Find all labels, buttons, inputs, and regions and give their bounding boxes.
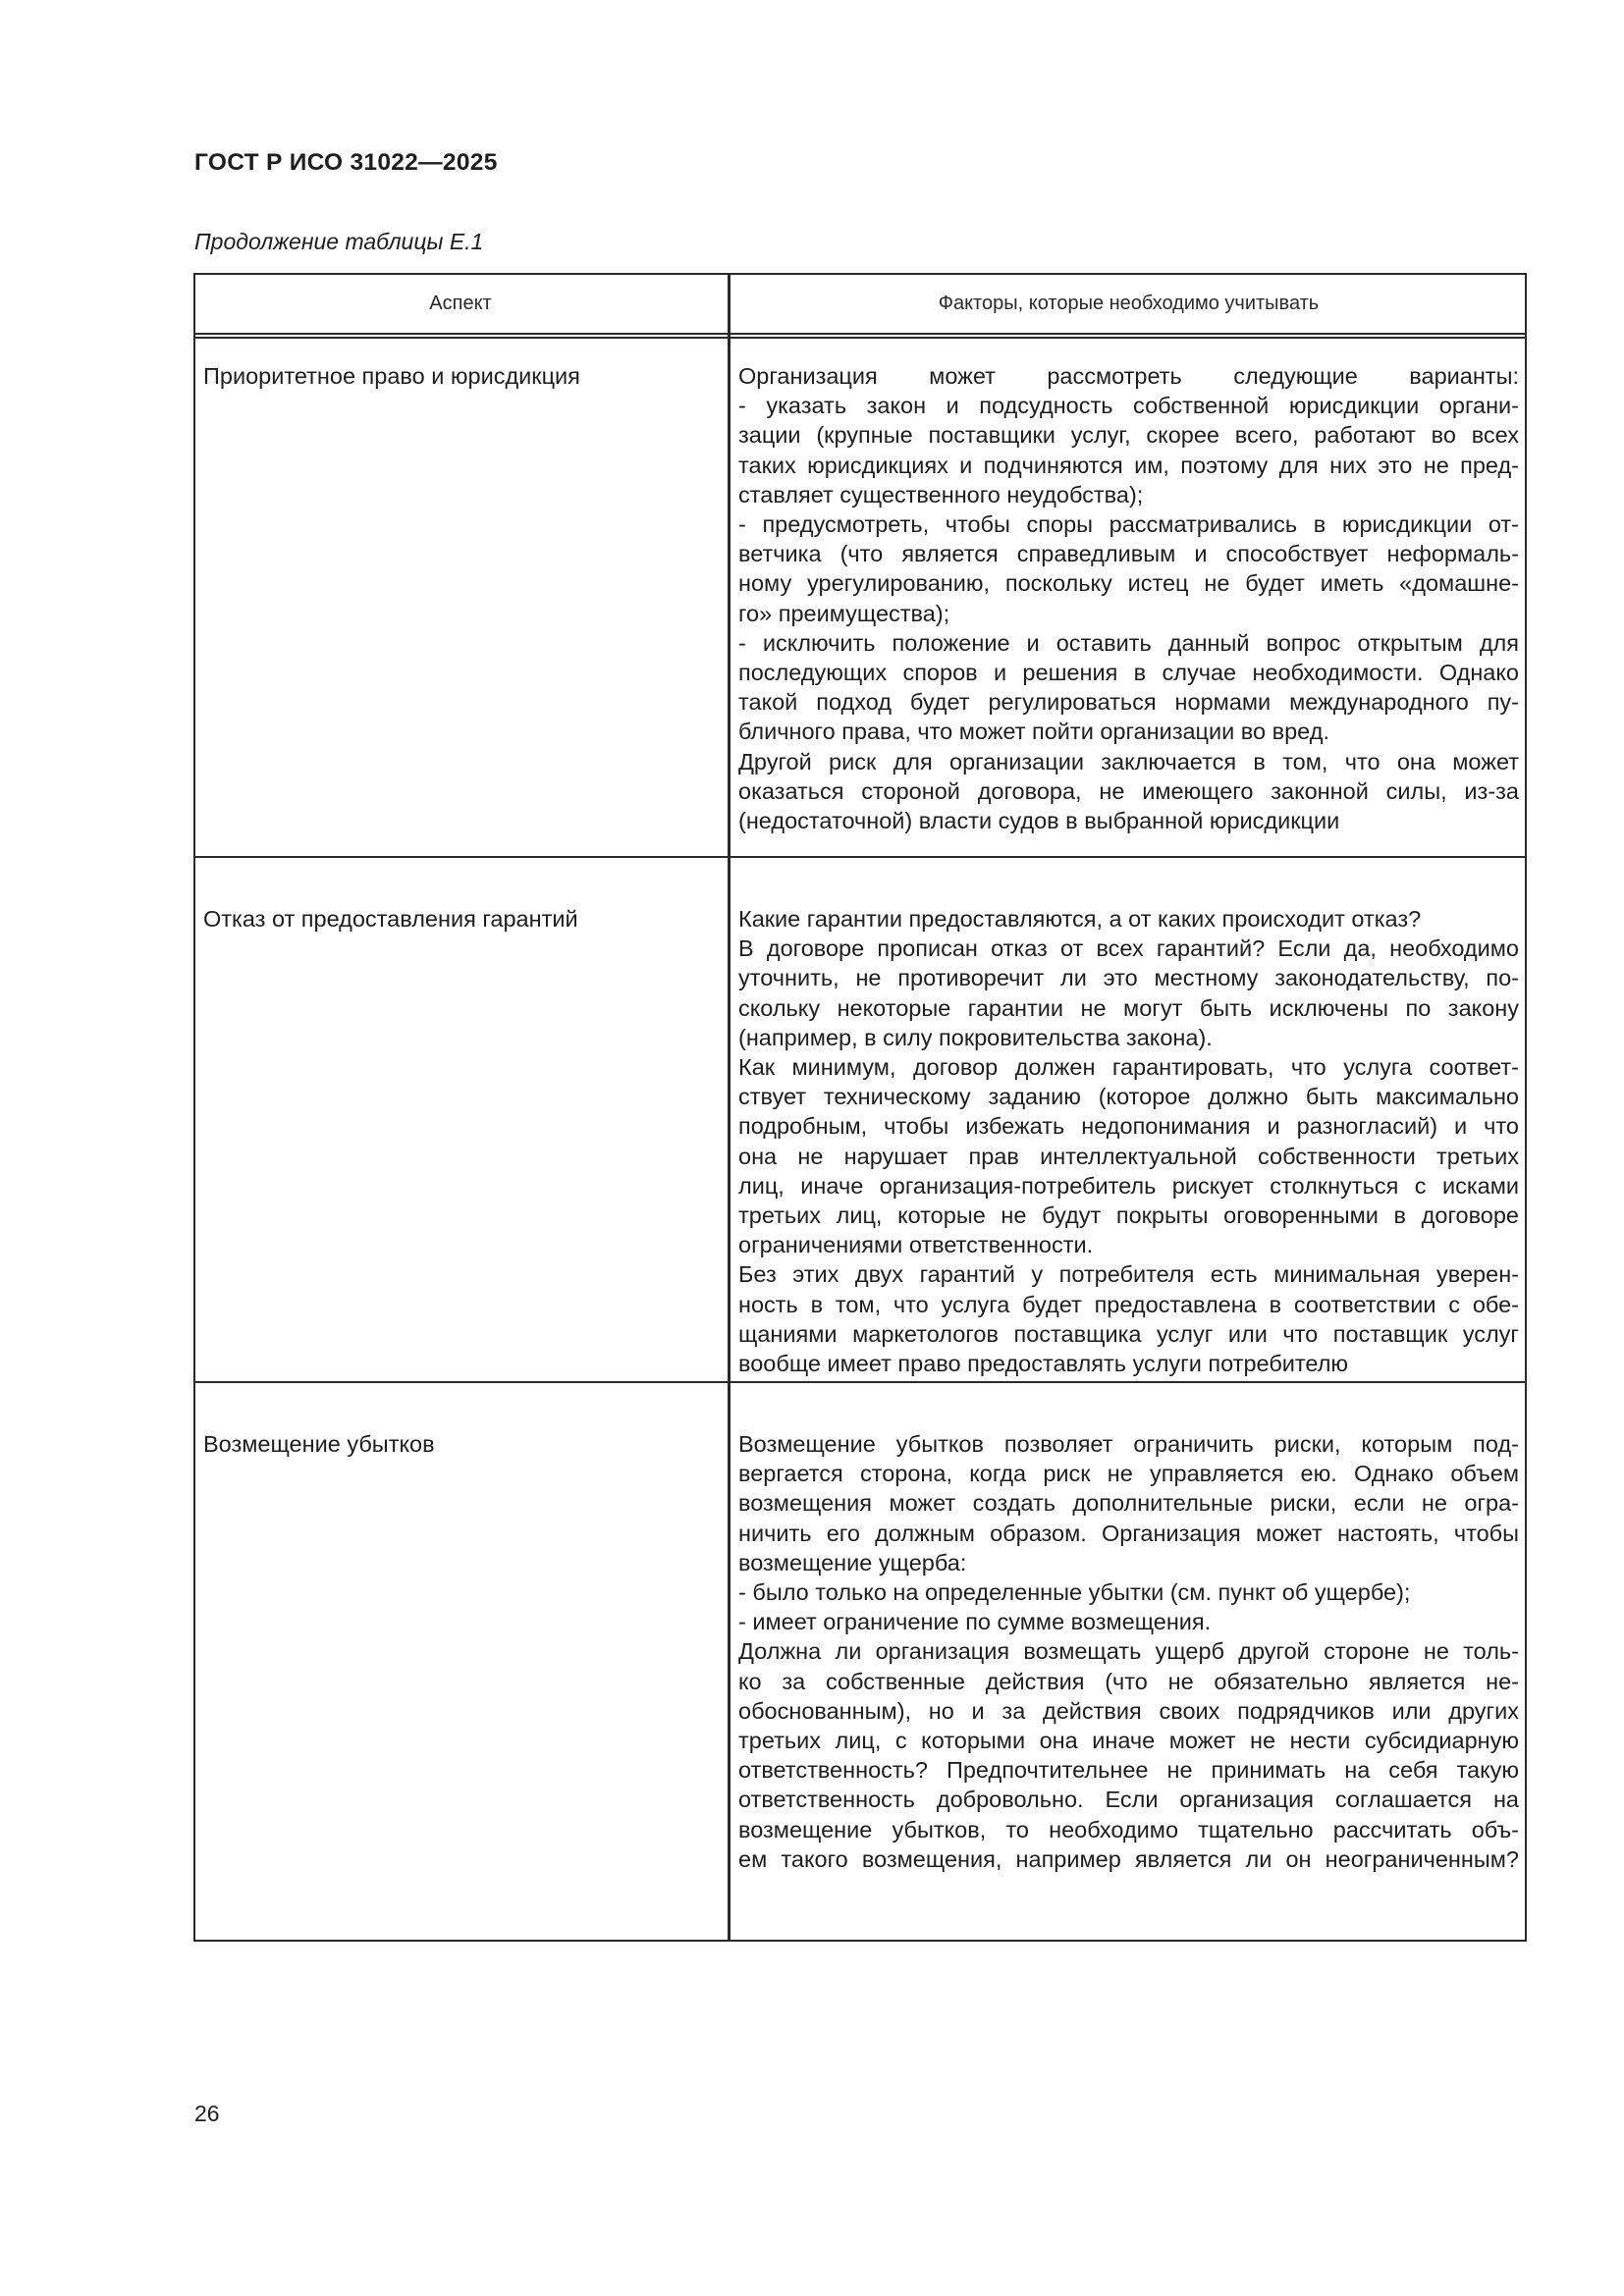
spec-table [193, 273, 1527, 1942]
text-line: такой подход будет регулироваться нормами международного пу- [738, 689, 1519, 716]
row-divider [193, 1381, 1527, 1383]
text-line: го» преимущества); [738, 600, 950, 626]
column-divider [728, 273, 731, 1942]
text-line: скольку некоторые гарантии не могут быть исключены по закону [738, 994, 1519, 1021]
text-line: третьих лиц, которые не будут покрыты оговоренными в договоре [738, 1202, 1519, 1229]
text-line: ем такого возмещения, например является ли он неограниченным? [738, 1845, 1519, 1872]
text-line: зации (крупные поставщики услуг, скорее всего, работают во всех [738, 422, 1519, 449]
text-line: ко за собственные действия (что не обязательно является не- [738, 1668, 1519, 1694]
column-header-factors: Факторы, которые необходимо учитывать [938, 293, 1320, 314]
text-line: (например, в силу покровительства закона). [738, 1024, 1213, 1050]
document-header: ГОСТ Р ИСО 31022—2025 [194, 149, 498, 176]
text-line: - имеет ограничение по сумме возмещения. [738, 1609, 1212, 1635]
text-line: ставляет существенного неудобства); [738, 481, 1144, 507]
text-line: Без этих двух гарантий у потребителя есть минимальная уверен- [738, 1261, 1519, 1288]
text-line: подробным, чтобы избежать недопонимания и разногласий) и что [738, 1113, 1519, 1140]
text-line: - было только на определенные убытки (см. пункт об ущербе); [738, 1579, 1411, 1606]
text-line: - исключить положение и оставить данный вопрос открытым для [738, 629, 1519, 656]
text-line: вообще имеет право предоставлять услуги потребителю [738, 1351, 1349, 1377]
text-line: Организация может рассмотреть следующие варианты: [738, 363, 1519, 389]
text-line: Какие гарантии предоставляются, а от каких происходит отказ? [738, 906, 1422, 932]
aspect-cell: Отказ от предоставления гарантий [203, 906, 578, 932]
text-line: щаниями маркетологов поставщика услуг или что поставщик услуг [738, 1320, 1519, 1347]
text-line: возмещения может создать дополнительные риски, если не огра- [738, 1490, 1519, 1517]
text-line: Другой риск для организации заключается в том, что она может [738, 748, 1519, 774]
text-line: таких юрисдикциях и подчиняются им, поэтому для них это не пред- [738, 452, 1519, 478]
factors-cell [738, 904, 1519, 1378]
text-line: Как минимум, договор должен гарантировать, что услуга соответ- [738, 1054, 1519, 1081]
text-line: третьих лиц, с которыми она иначе может не нести субсидиарную [738, 1728, 1519, 1754]
text-line: Должна ли организация возмещать ущерб другой стороне не толь- [738, 1638, 1519, 1665]
text-line: возмещение убытков, то необходимо тщательно рассчитать объ- [738, 1816, 1519, 1842]
factors-cell [738, 361, 1519, 835]
text-line: ограничениями ответственности. [738, 1232, 1094, 1258]
text-line: ветчика (что является справедливым и способствует неформаль- [738, 541, 1519, 567]
text-line: вергается сторона, когда риск не управляется ею. Однако объем [738, 1461, 1519, 1487]
header-divider [193, 333, 1527, 339]
aspect-cell: Возмещение убытков [203, 1431, 435, 1457]
text-line: ному урегулированию, поскольку истец не будет иметь «домашне- [738, 570, 1519, 597]
factors-cell [738, 1429, 1519, 1874]
text-line: последующих споров и решения в случае необходимости. Однако [738, 660, 1519, 686]
text-line: ответственность? Предпочтительнее не принимать на себя такую [738, 1757, 1519, 1784]
row-divider [193, 856, 1527, 858]
text-line: лиц, иначе организация-потребитель рискует столкнуться с исками [738, 1172, 1519, 1199]
column-header-aspect: Аспект [429, 293, 492, 314]
text-line: возмещение ущерба: [738, 1549, 967, 1575]
aspect-cell: Приоритетное право и юрисдикция [203, 363, 580, 389]
text-line: ничить его должным образом. Организация может настоять, чтобы [738, 1520, 1519, 1546]
text-line: - указать закон и подсудность собственной юрисдикции органи- [738, 393, 1519, 419]
table-caption: Продолжение таблицы Е.1 [194, 229, 484, 254]
text-line: ность в том, что услуга будет предоставлена в соответствии с обе- [738, 1291, 1519, 1317]
text-line: В договоре прописан отказ от всех гарантий? Если да, необходимо [738, 935, 1519, 962]
text-line: оказаться стороной договора, не имеющего законной силы, из-за [738, 777, 1519, 804]
text-line: уточнить, не противоречит ли это местному законодательству, по- [738, 965, 1519, 991]
text-line: бличного права, что может пойти организации во вред. [738, 719, 1329, 745]
page-number: 26 [194, 2101, 220, 2126]
text-line: - предусмотреть, чтобы споры рассматривались в юрисдикции от- [738, 511, 1519, 538]
text-line: ответственность добровольно. Если организация соглашается на [738, 1787, 1519, 1813]
text-line: обоснованным), но и за действия своих подрядчиков или других [738, 1697, 1519, 1724]
text-line: ствует техническому заданию (которое должно быть максимально [738, 1084, 1519, 1110]
text-line: Возмещение убытков позволяет ограничить риски, которым под- [738, 1431, 1519, 1457]
text-line: она не нарушает прав интеллектуальной собственности третьих [738, 1143, 1519, 1169]
text-line: (недостаточной) власти судов в выбранной юрисдикции [738, 808, 1340, 834]
